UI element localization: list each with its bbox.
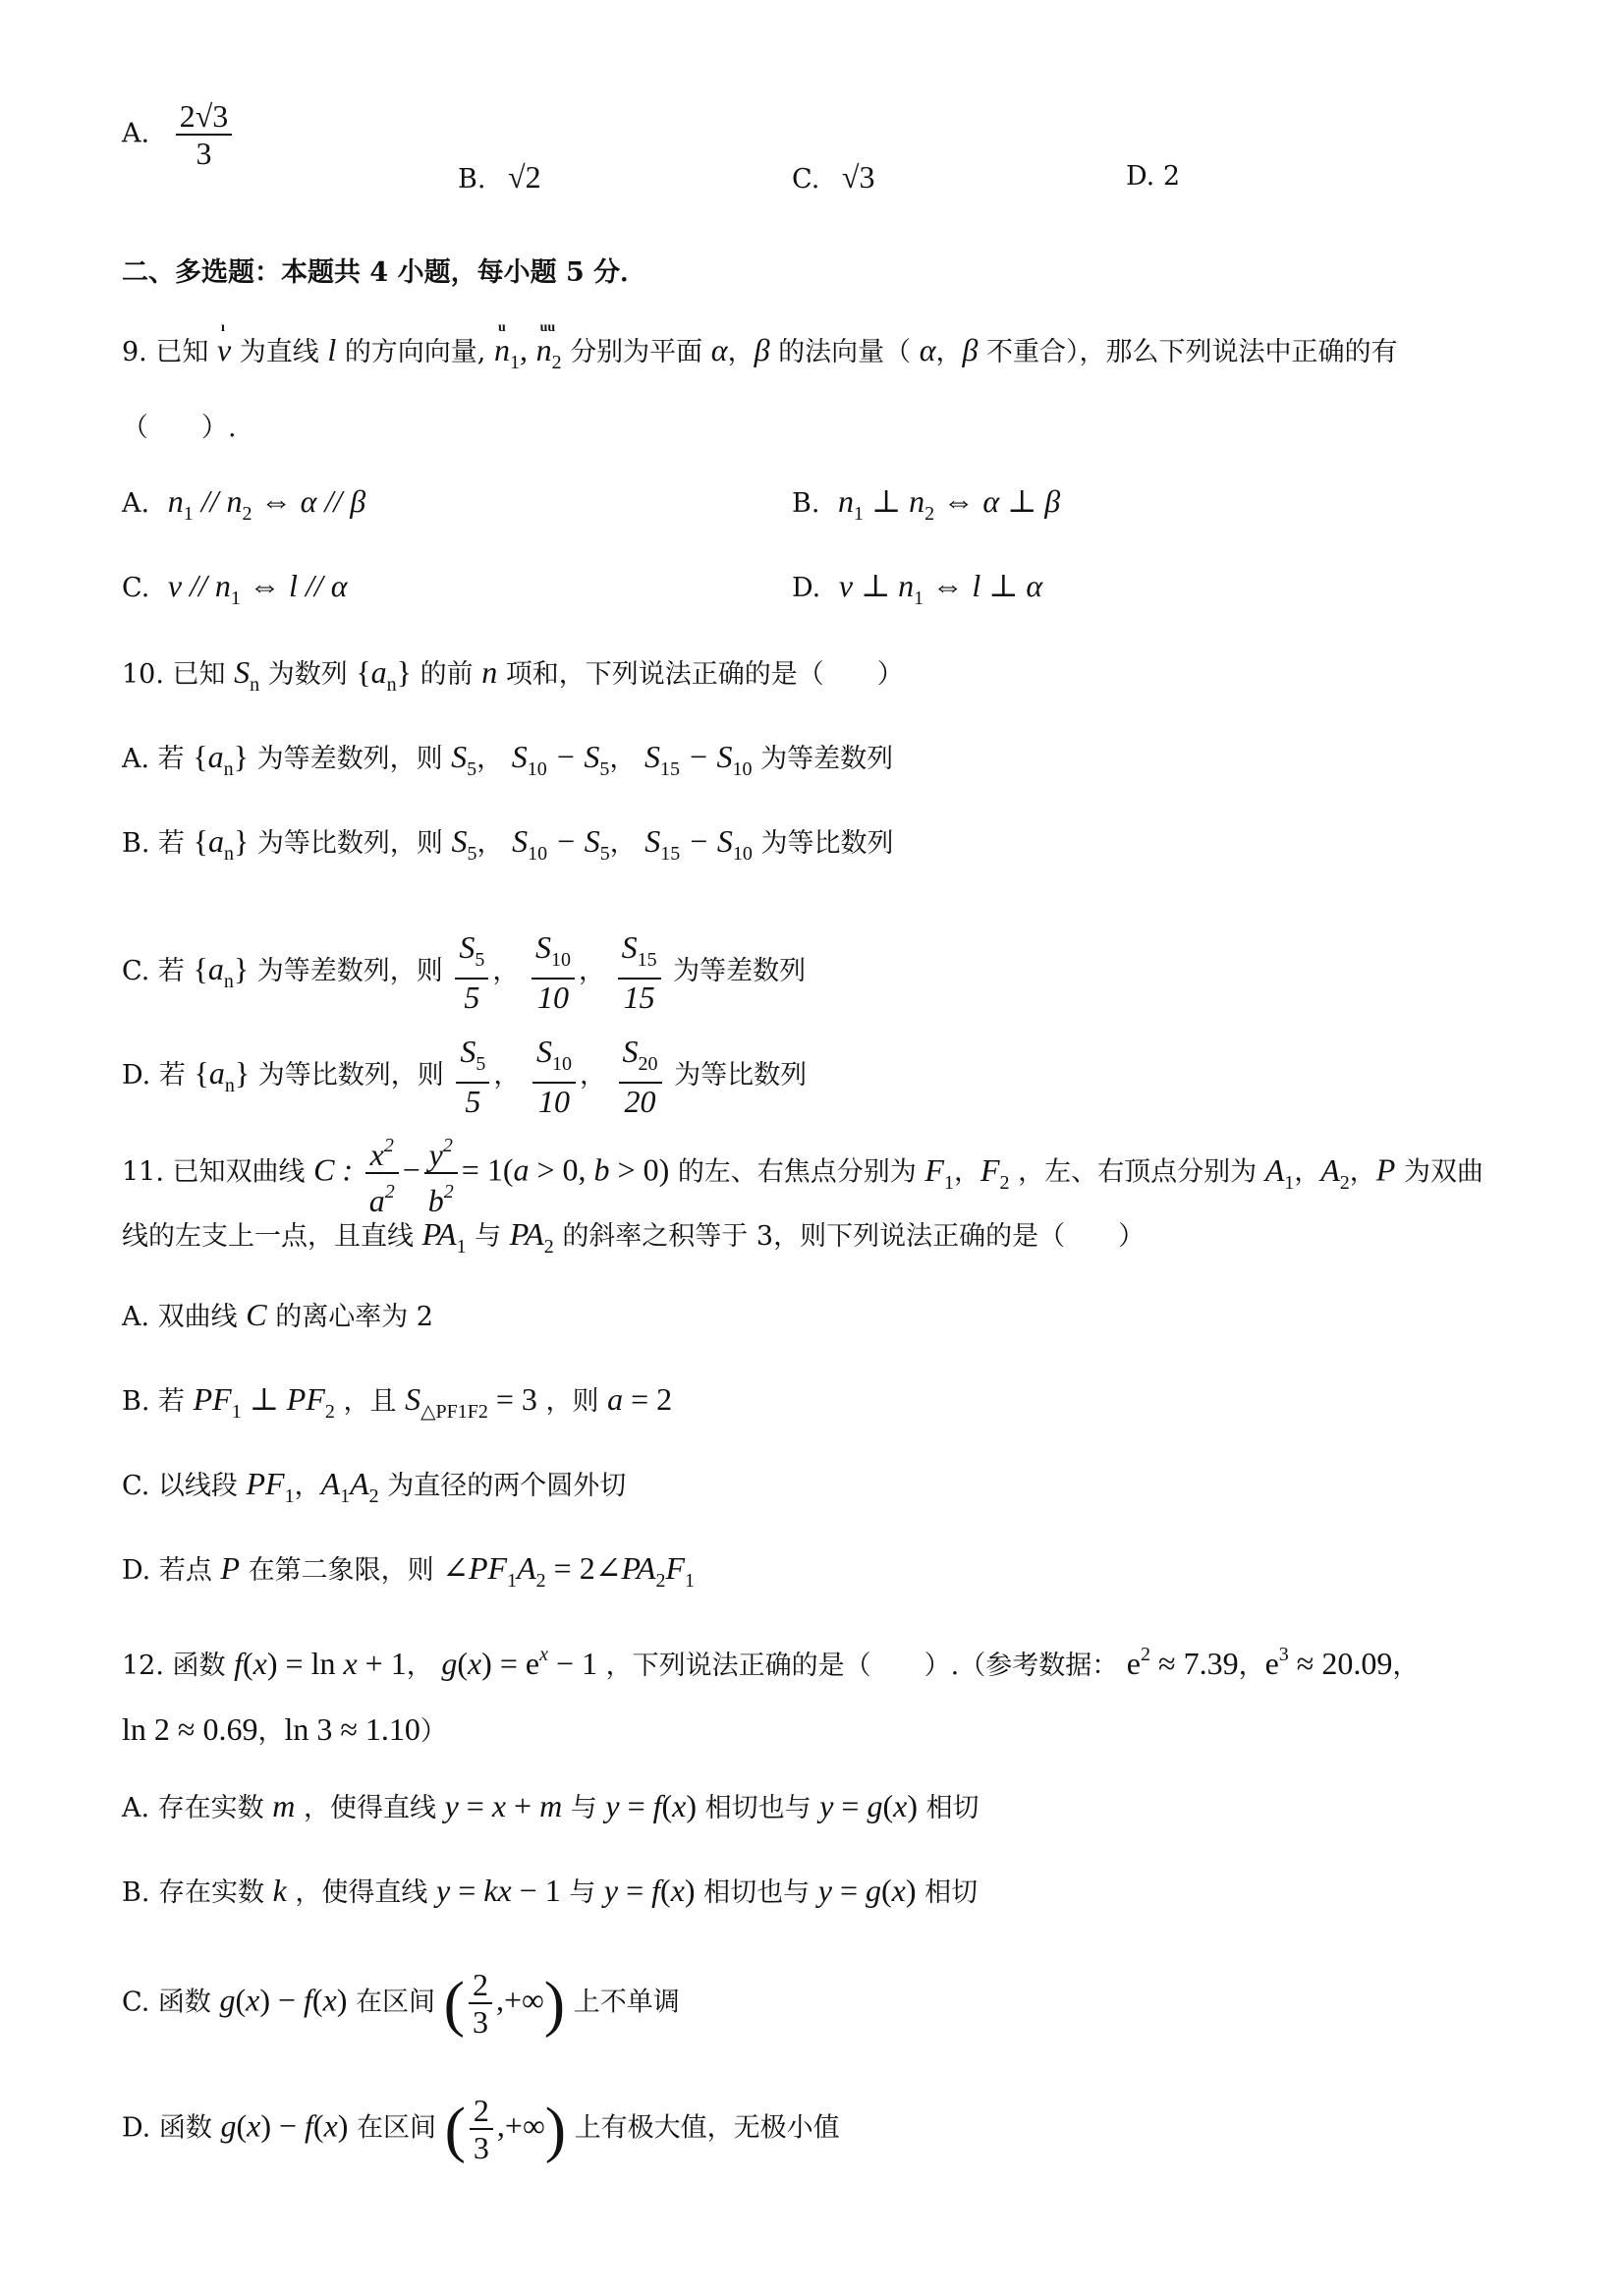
text: 的前 bbox=[420, 659, 474, 690]
q11-stem-line2: 线的左支上一点，且直线 $PA_1$ 与 $PA_2$ 的斜率之积等于 3，则下列说法正确的是（ ） bbox=[122, 1216, 1146, 1258]
fraction-numerator: 2√3 bbox=[176, 98, 233, 136]
text: 与 bbox=[570, 1793, 597, 1823]
q10-option-d: D. 若 $\{a_n\}$ 为等比数列，则 $\frac{S_5}{5}$ ， $\frac{S_{10}}{10}$ ， $\frac{S_{20}}{20}$ 为等比数列 bbox=[122, 1034, 808, 1119]
option-label: C. bbox=[792, 164, 820, 195]
text: A. 双曲线 bbox=[122, 1302, 238, 1332]
q12-stem: 12. 函数 f(x) = ln x + 1， $g(x) = e^x - 1$ ，下列说法正确的是（ ）.（参考数据： $e^2 \approx 7.39$，$e^3 \approx 20.09$， bbox=[122, 1644, 1420, 1681]
text: 相切 bbox=[925, 1793, 979, 1823]
text: ，使得直线 bbox=[303, 1793, 436, 1823]
q11-option-d: D. 若点 P 在第二象限，则 $\angle PF_1A_2$ = $2\angle PA_2F_1$ bbox=[122, 1550, 696, 1592]
q9-option-b: B. $n_1$ ⊥ $n_2$ ⇔ α ⊥ β bbox=[792, 483, 1061, 525]
text: 上不单调 bbox=[573, 1987, 680, 2018]
text: 不重合），那么下列说法中正确的有 bbox=[986, 337, 1398, 367]
q12-option-c: C. 函数 g(x) − f(x) 在区间 ( $\frac{2}{3}$ ,+∞) 上不单调 bbox=[122, 1967, 680, 2040]
fraction: $\frac{2}{3}$ bbox=[470, 2093, 493, 2165]
text: 为直径的两个圆外切 bbox=[387, 1471, 627, 1501]
q8-option-a bbox=[122, 98, 236, 171]
text: B. 存在实数 bbox=[122, 1877, 265, 1908]
text: 11. 已知双曲线 bbox=[122, 1156, 306, 1188]
q11-option-b: B. 若 $PF_1$ ⊥ $PF_2$ ，且 $S_{\triangle PF1F2} = 3$ ，则 a = 2 bbox=[122, 1381, 673, 1423]
text: 为等差数列 bbox=[760, 744, 894, 774]
text: 为等比数列 bbox=[760, 828, 894, 859]
text: 为直线 bbox=[239, 337, 319, 367]
vector-n2: uu $n_2$ bbox=[535, 320, 562, 373]
text: 在第二象限，则 bbox=[248, 1555, 434, 1586]
text: D. 若点 bbox=[122, 1555, 212, 1586]
vector-n1: u $n_1$ bbox=[494, 320, 520, 373]
text: 10. 已知 bbox=[122, 659, 226, 690]
text: ，且 bbox=[343, 1386, 397, 1417]
fraction: $\frac{S_5}{5}$ bbox=[456, 1034, 489, 1119]
text: C. 函数 bbox=[122, 1987, 211, 2018]
option-value: 2 bbox=[1162, 161, 1181, 192]
text: 为数列 bbox=[267, 659, 348, 690]
option-label: C. bbox=[122, 573, 150, 603]
text: 相切也与 bbox=[703, 1877, 811, 1908]
fraction: $\frac{S_5}{5}$ bbox=[455, 929, 488, 1015]
vector-v: ı v bbox=[216, 320, 232, 367]
q12-option-b: B. 存在实数 k ，使得直线 y = kx − 1 与 y = f(x) 相切也与 y = g(x) 相切 bbox=[122, 1873, 979, 1908]
text: 为等比数列 bbox=[674, 1060, 808, 1091]
text: 12. 函数 bbox=[122, 1651, 226, 1681]
option-value: √3 bbox=[841, 159, 875, 195]
text: 与 bbox=[569, 1877, 596, 1908]
fraction: $\frac{x^2}{a^2}$ bbox=[365, 1128, 399, 1218]
text: 为等差数列，则 bbox=[256, 744, 443, 774]
q11-option-c: C. 以线段 $PF_1$，$A_1A_2$ 为直径的两个圆外切 bbox=[122, 1466, 627, 1507]
text: A. 若 bbox=[122, 744, 185, 774]
text: ，则 bbox=[545, 1386, 599, 1417]
option-label: A. bbox=[122, 488, 150, 519]
q10-option-b: B. 若 $\{a_n\}$ 为等比数列，则 $S_5$， $S_{10} - S_5$， $S_{15} - S_{10}$ 为等比数列 bbox=[122, 823, 894, 865]
option-value: √2 bbox=[508, 159, 541, 195]
q10-option-a: A. 若 $\{a_n\}$ 为等差数列，则 $S_5$， $S_{10} - S_5$， $S_{15} - S_{10}$ 为等差数列 bbox=[122, 739, 894, 780]
text: B. 若 bbox=[122, 828, 186, 859]
text: A. 存在实数 bbox=[122, 1793, 264, 1823]
text: 线的左支上一点，且直线 bbox=[122, 1221, 414, 1252]
text: 在区间 bbox=[356, 1987, 436, 2018]
text: ，下列说法正确的是（ ）.（参考数据： bbox=[605, 1651, 1119, 1681]
fraction: $\frac{2}{3}$ bbox=[469, 1967, 492, 2040]
q10-stem: 10. 已知 $S_n$ 为数列 $\{a_n\}$ 的前 n 项和，下列说法正确的是（ ） bbox=[122, 654, 904, 696]
fraction bbox=[176, 98, 233, 171]
q9-answer-paren: （ ）. bbox=[122, 413, 237, 443]
q9-option-c: C. v // $n_1$ ⇔ l // α bbox=[122, 568, 348, 609]
text: 上有极大值，无极小值 bbox=[574, 2112, 840, 2144]
q11-option-a: A. 双曲线 C 的离心率为 2 bbox=[122, 1297, 433, 1332]
text: 为等差数列 bbox=[673, 956, 807, 986]
text: 的方向向量, bbox=[344, 337, 486, 367]
option-label: D. bbox=[1126, 161, 1155, 192]
q9-stem: 9. 已知 ı v 为直线 l 的方向向量, u $n_1$, uu $n_2$ 分别为平面 α，β 的法向量（ α，β 不重合），那么下列说法中正确的有 bbox=[122, 330, 1398, 382]
text: 在区间 bbox=[357, 2112, 437, 2144]
text: D. 若 bbox=[122, 1060, 186, 1091]
text: 为等比数列，则 bbox=[256, 828, 443, 859]
fraction: $\frac{S_{20}}{20}$ bbox=[619, 1034, 662, 1119]
q12-option-a: A. 存在实数 m ，使得直线 y = x + m 与 y = f(x) 相切也与 y = g(x) 相切 bbox=[122, 1788, 979, 1823]
q8-option-d bbox=[1126, 157, 1180, 196]
text: 为等比数列，则 bbox=[257, 1060, 444, 1091]
text: ，使得直线 bbox=[295, 1877, 428, 1908]
section-heading: 二、多选题：本题共 4 小题，每小题 5 分． bbox=[122, 257, 647, 288]
text: 相切 bbox=[924, 1877, 979, 1908]
text: C. 以线段 bbox=[122, 1471, 238, 1501]
text: 分别为平面 bbox=[570, 337, 703, 367]
option-label: B. bbox=[458, 164, 486, 195]
text: 为等差数列，则 bbox=[256, 956, 443, 986]
option-label: B. bbox=[792, 488, 820, 519]
text: 相切也与 bbox=[704, 1793, 812, 1823]
text: 9. 已知 bbox=[122, 337, 209, 367]
text: 的斜率之积等于 3，则下列说法正确的是（ ） bbox=[562, 1221, 1146, 1252]
q9-option-a: A. $n_1 // n_2$ ⇔ α // β bbox=[122, 483, 366, 525]
text: 与 bbox=[475, 1221, 502, 1252]
text: 项和，下列说法正确的是（ ） bbox=[505, 659, 904, 690]
text: B. 若 bbox=[122, 1386, 186, 1417]
option-label: D. bbox=[792, 573, 821, 603]
text: 的左、右焦点分别为 bbox=[677, 1156, 917, 1188]
option-label: A. bbox=[122, 118, 150, 149]
fraction: $\frac{y^2}{b^2}$ bbox=[424, 1128, 458, 1218]
q10-option-c: C. 若 $\{a_n\}$ 为等差数列，则 $\frac{S_5}{5}$ ， $\frac{S_{10}}{10}$ ， $\frac{S_{15}}{15}$ 为等差数列 bbox=[122, 929, 807, 1015]
q9-option-d: D. v ⊥ $n_1$ ⇔ l ⊥ α bbox=[792, 568, 1043, 609]
q11-stem: 11. 已知双曲线 C : $\frac{x^2}{a^2}$ − $\frac{y^2}{b^2}$ = 1(a > 0, b > 0) 的左、右焦点分别为 $F_1$，$F_2$ ，左、右顶点分别为 $A_1$，$A_2$，P 为双曲 bbox=[122, 1128, 1483, 1218]
q8-option-c bbox=[792, 157, 874, 199]
text: 为双曲 bbox=[1403, 1156, 1483, 1188]
q12-stem-line2: ln 2 ≈ 0.69，ln 3 ≈ 1.10） bbox=[122, 1711, 447, 1747]
text: ，左、右顶点分别为 bbox=[1018, 1156, 1258, 1188]
q12-option-d: D. 函数 g(x) − f(x) 在区间 ( $\frac{2}{3}$ ,+∞) 上有极大值，无极小值 bbox=[122, 2093, 840, 2165]
text: 的法向量（ bbox=[778, 337, 912, 367]
fraction-denominator: 3 bbox=[196, 136, 212, 171]
text: D. 函数 bbox=[122, 2112, 212, 2144]
fraction: $\frac{S_{15}}{15}$ bbox=[618, 929, 661, 1015]
fraction: $\frac{S_{10}}{10}$ bbox=[532, 1034, 576, 1119]
text: C. 若 bbox=[122, 956, 185, 986]
q8-option-b bbox=[458, 157, 541, 199]
fraction: $\frac{S_{10}}{10}$ bbox=[532, 929, 575, 1015]
text: 的离心率为 2 bbox=[275, 1302, 433, 1332]
